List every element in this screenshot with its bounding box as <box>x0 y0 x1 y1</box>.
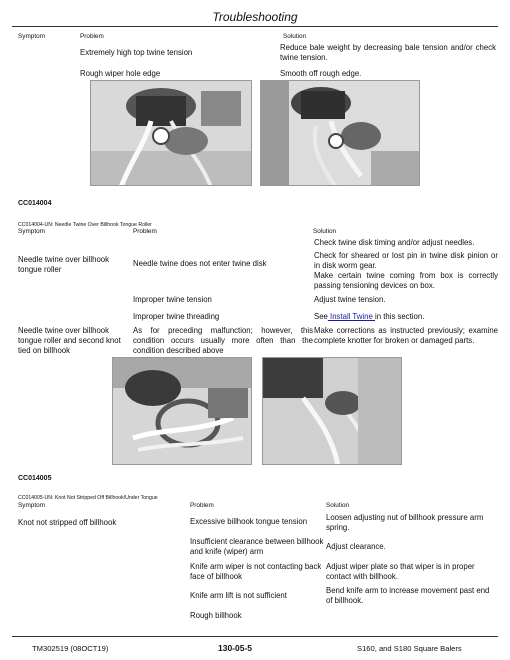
symptom-column-header: Symptom <box>18 228 45 235</box>
solution-cell: Check for sheared or lost pin in twine disk pinion or in disk worm gear. <box>314 251 498 270</box>
problem-column-header: Problem <box>190 502 214 509</box>
solution-cell <box>314 312 498 322</box>
figure-id: CC014005 <box>18 475 52 482</box>
billhook-photo-left <box>112 357 252 465</box>
solution-cell: Check twine disk timing and/or adjust needles. <box>314 238 475 247</box>
symptom-column-header: Symptom <box>18 502 45 509</box>
solution-cell: Smooth off rough edge. <box>280 69 362 78</box>
footer-page-number: 130-05-5 <box>218 643 253 653</box>
symptom-cell: Knot not stripped off billhook <box>18 518 117 527</box>
problem-column-header: Problem <box>133 228 157 235</box>
problem-cell: Extremely high top twine tension <box>80 48 193 57</box>
figure-id: CC014004 <box>18 200 52 207</box>
header-rule <box>12 26 498 27</box>
solution-column-header: Solution <box>326 502 350 509</box>
problem-cell: Rough wiper hole edge <box>80 69 161 78</box>
solution-cell: Adjust wiper plate so that wiper is in proper contact with billhook. <box>326 562 475 581</box>
solution-cell: Adjust clearance. <box>326 542 386 551</box>
solution-column-header: Solution <box>313 228 337 235</box>
solution-cell: Make corrections as instructed previously; examine complete knotter for broken or damaged parts. <box>314 326 498 345</box>
solution-prefix: See <box>314 312 328 321</box>
solution-cell: Make certain twine coming from box is correctly passing tensioning devices on box. <box>314 271 498 290</box>
problem-cell: Excessive billhook tongue tension <box>190 517 308 526</box>
problem-cell: Knife arm wiper is not contacting back face of billhook <box>190 562 322 581</box>
footer-doc-id: TM302519 (08OCT19) <box>32 644 109 653</box>
problem-cell: Improper twine threading <box>133 312 220 321</box>
figure-caption: CC014004-UN: Needle Twine Over Billhook Tongue Roller <box>18 222 152 228</box>
problem-cell: Needle twine does not enter twine disk <box>133 259 267 268</box>
solution-column-header: Solution <box>283 33 307 40</box>
page-header-title: Troubleshooting <box>212 10 298 24</box>
problem-cell: As for preceding malfunction; however, this condition occurs usually more often than the condition described above <box>133 326 313 355</box>
figure-caption: CC014005-UN: Knot Not Stripped Off Billhook/Under Tongue <box>18 495 158 501</box>
symptom-cell: Needle twine over billhook tongue roller <box>18 255 110 274</box>
problem-cell: Improper twine tension <box>133 295 212 304</box>
install-twine-link[interactable]: Install Twine <box>327 312 375 321</box>
solution-cell: Reduce bale weight by decreasing bale tension and/or check twine tension. <box>280 43 496 62</box>
problem-cell: Rough billhook <box>190 611 242 620</box>
problem-cell: Knife arm lift is not sufficient <box>190 591 287 600</box>
solution-suffix: in this section. <box>374 312 425 321</box>
solution-cell: Loosen adjusting nut of billhook pressure arm spring. <box>326 513 484 532</box>
footer-rule <box>12 636 498 637</box>
symptom-cell: Needle twine over billhook tongue roller and second knot tied on billhook <box>18 326 121 355</box>
billhook-photo-right <box>262 357 402 465</box>
solution-cell: Adjust twine tension. <box>314 295 386 304</box>
problem-column-header: Problem <box>80 33 104 40</box>
footer-model: S160, and S180 Square Balers <box>357 644 462 653</box>
knotter-photo-left <box>90 80 252 186</box>
knotter-photo-right <box>260 80 420 186</box>
solution-cell: Bend knife arm to increase movement past end of billhook. <box>326 586 490 605</box>
problem-cell: Insufficient clearance between billhook and knife (wiper) arm <box>190 537 324 556</box>
symptom-column-header: Symptom <box>18 33 45 40</box>
